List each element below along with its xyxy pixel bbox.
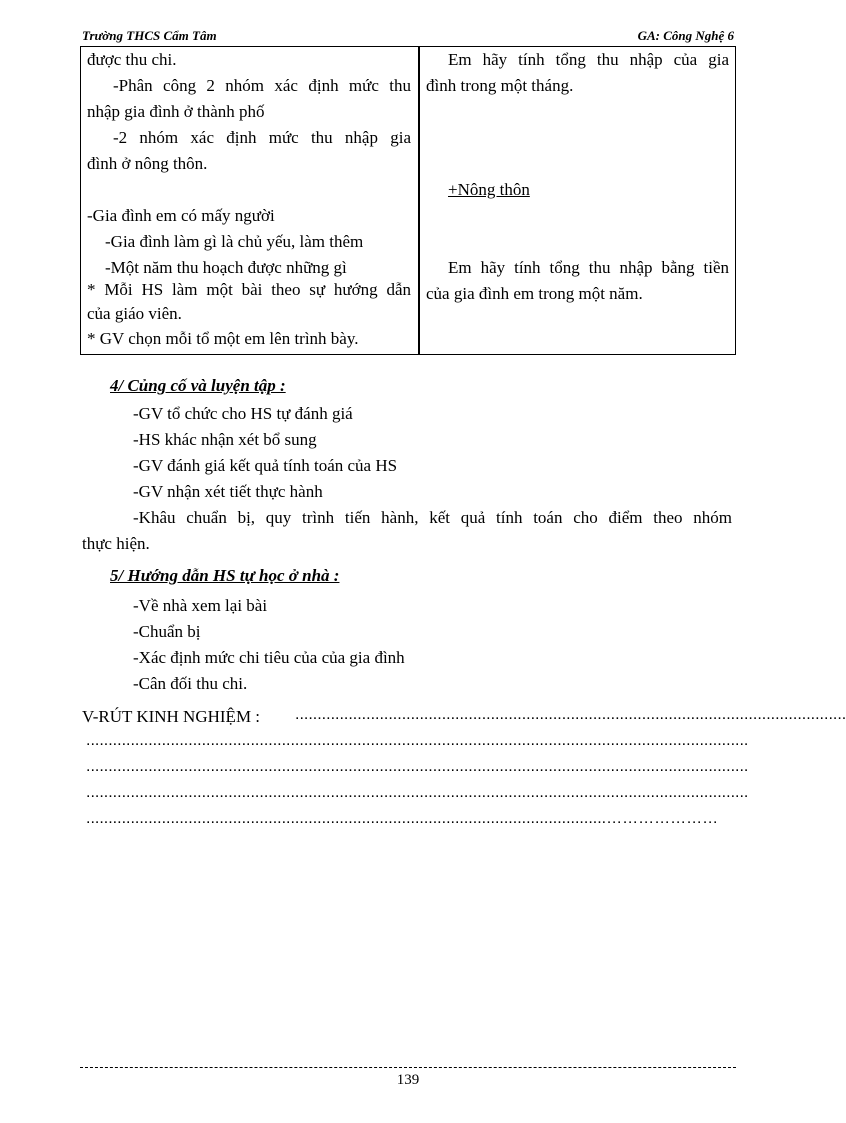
subject-label: GA: Công Nghệ 6 [637,28,734,43]
footer-rule [80,1067,736,1068]
table-left-line: -2 nhóm xác định mức thu nhập gia [113,128,411,147]
table-left-line: được thu chi. [87,50,177,69]
experience-label: V-RÚT KINH NGHIỆM : [82,707,261,726]
section-4-title: 4/ Củng cố và luyện tập : [110,376,286,395]
activity-table [80,46,736,355]
dotted-fill-line: ..................................................................................................................................................... [86,758,749,775]
column-divider [418,46,420,354]
table-right-line: Em hãy tính tổng thu nhập của gia [448,50,729,69]
table-right-heading: +Nông thôn [448,180,530,199]
table-left-line: đình ở nông thôn. [87,154,208,173]
dotted-fill-line: ..................................................................................................................................................... [86,784,749,801]
table-left-line: -Một năm thu hoạch được những gì [105,258,347,277]
table-left-line: * Mỗi HS làm một bài theo sự hướng dẫn [87,280,411,299]
table-left-line: của giáo viên. [87,304,182,323]
section-5-item: -Xác định mức chi tiêu của của gia đình [133,648,405,667]
section-5-title: 5/ Hướng dẫn HS tự học ở nhà : [110,566,340,585]
section-4-item: -GV đánh giá kết quả tính toán của HS [133,456,398,475]
section-5-item: -Chuẩn bị [133,622,201,641]
table-left-line: * GV chọn mỗi tổ một em lên trình bày. [87,329,359,348]
table-right-line: của gia đình em trong một năm. [426,284,643,303]
table-right-line: đình trong một tháng. [426,76,574,95]
section-4-item: thực hiện. [82,534,150,553]
table-left-line: -Gia đình làm gì là chủ yếu, làm thêm [105,232,364,251]
section-4-item: -GV tổ chức cho HS tự đánh giá [133,404,353,423]
section-5-item: -Về nhà xem lại bài [133,596,268,615]
table-left-line: nhập gia đình ở thành phố [87,102,265,121]
dotted-fill-line: .....................................................................................................................………………… [86,810,719,827]
dotted-fill-line: ..................................................................................................................................................... [86,732,749,749]
table-right-line: Em hãy tính tổng thu nhập bằng tiền [448,258,729,277]
section-5-item: -Cân đối thu chi. [133,674,248,693]
section-4-item: -HS khác nhận xét bổ sung [133,430,317,449]
page-header [80,28,736,47]
table-left-line: -Phân công 2 nhóm xác định mức thu [113,76,411,95]
page-number: 139 [396,1072,420,1088]
section-4-item: -Khâu chuẩn bị, quy trình tiến hành, kết quả tính toán cho điểm theo nhóm [133,508,732,527]
section-4-item: -GV nhận xét tiết thực hành [133,482,323,501]
school-name: Trường THCS Cẩm Tâm [82,28,217,43]
table-left-line: -Gia đình em có mấy người [87,206,275,225]
dotted-fill-line: ............................................................................................................................ [295,706,846,723]
